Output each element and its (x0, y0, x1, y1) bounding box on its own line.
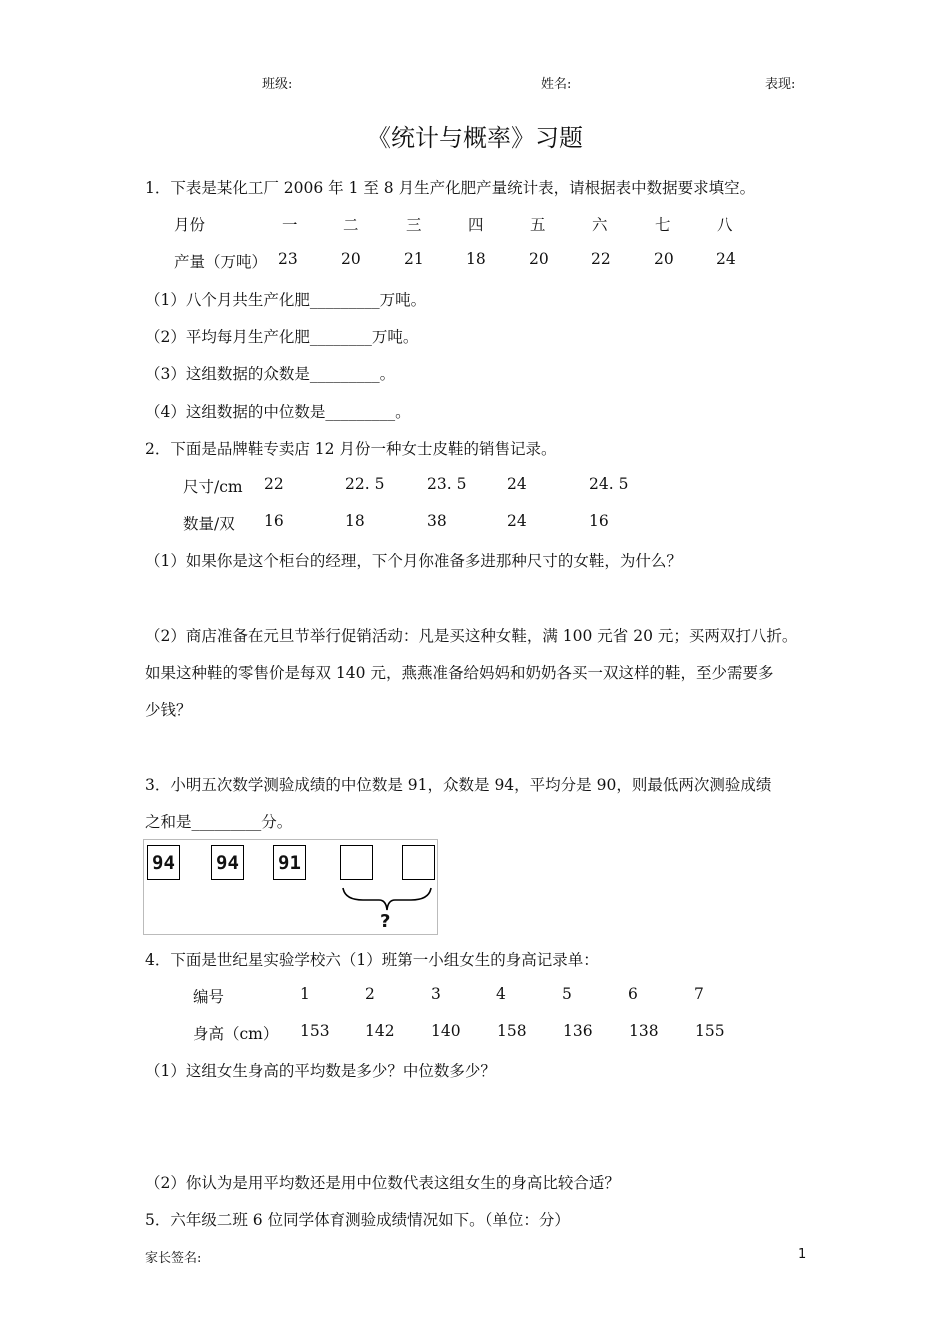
q2-sub2-line1: （2）商店准备在元旦节举行促销活动：凡是买这种女鞋，满 100 元省 20 元；买两双打八折。 (145, 627, 798, 645)
q2-size: 24 (507, 475, 527, 493)
q2-row1-label: 尺寸/cm (183, 478, 243, 496)
q1-value: 24 (716, 250, 736, 268)
parent-signature-label: 家长签名: (145, 1251, 202, 1266)
score-box: 94 (147, 845, 180, 880)
page-title: 《统计与概率》习题 (367, 124, 583, 152)
q1-month: 八 (717, 216, 733, 234)
q1-value: 18 (466, 250, 486, 268)
q1-row2-label: 产量（万吨） (174, 253, 268, 271)
name-label: 姓名: (541, 77, 572, 92)
q4-id: 2 (365, 985, 375, 1003)
q1-value: 20 (529, 250, 549, 268)
q4-height: 158 (497, 1022, 527, 1040)
q4-sub2: （2）你认为是用平均数还是用中位数代表这组女生的身高比较合适？ (145, 1174, 620, 1192)
q4-height: 153 (300, 1022, 330, 1040)
q3-figure (143, 839, 438, 935)
q1-month: 一 (282, 216, 298, 234)
q4-height: 155 (695, 1022, 725, 1040)
q4-sub1: （1）这组女生身高的平均数是多少？中位数多少？ (145, 1062, 496, 1080)
score-box: 94 (211, 845, 244, 880)
q1-month: 二 (343, 216, 359, 234)
q5-text: 5．六年级二班 6 位同学体育测验成绩情况如下。（单位：分） (145, 1211, 570, 1229)
q1-row1-label: 月份 (174, 216, 206, 234)
q2-size: 22 (264, 475, 284, 493)
q3-line1: 3．小明五次数学测验成绩的中位数是 91，众数是 94，平均分是 90，则最低两次测验成绩 (145, 776, 772, 794)
q1-value: 21 (404, 250, 424, 268)
q1-month: 六 (592, 216, 608, 234)
q4-height: 142 (365, 1022, 395, 1040)
q1-value: 20 (341, 250, 361, 268)
q2-count: 16 (264, 512, 284, 530)
q2-size: 22. 5 (345, 475, 385, 493)
q1-text: 1．下表是某化工厂 2006 年 1 至 8 月生产化肥产量统计表，请根据表中数据要求填空。 (145, 179, 756, 197)
q2-count: 24 (507, 512, 527, 530)
q2-count: 38 (427, 512, 447, 530)
q4-row1-label: 编号 (193, 988, 225, 1006)
q4-height: 136 (563, 1022, 593, 1040)
q1-value: 23 (278, 250, 298, 268)
q4-row2-label: 身高（cm） (193, 1025, 279, 1043)
page-number: 1 (798, 1247, 807, 1262)
question-mark: ? (380, 911, 391, 932)
class-label: 班级: (262, 77, 293, 92)
q2-size: 24. 5 (589, 475, 629, 493)
q2-count: 16 (589, 512, 609, 530)
q2-sub2-line3: 少钱？ (145, 701, 192, 719)
q1-sub2: （2）平均每月生产化肥________万吨。 (145, 328, 419, 346)
q1-sub1: （1）八个月共生产化肥_________万吨。 (145, 291, 427, 309)
q4-id: 4 (496, 985, 506, 1003)
q1-value: 20 (654, 250, 674, 268)
score-box-empty (402, 845, 435, 880)
q2-sub1: （1）如果你是这个柜台的经理，下个月你准备多进那种尺寸的女鞋，为什么？ (145, 552, 682, 570)
q4-height: 140 (431, 1022, 461, 1040)
q2-sub2-line2: 如果这种鞋的零售价是每双 140 元，燕燕准备给妈妈和奶奶各买一双这样的鞋，至少需要多 (145, 664, 774, 682)
q4-id: 1 (300, 985, 310, 1003)
score-box: 91 (273, 845, 306, 880)
q4-id: 5 (562, 985, 572, 1003)
q2-text: 2．下面是品牌鞋专卖店 12 月份一种女士皮鞋的销售记录。 (145, 440, 557, 458)
score-box-empty (340, 845, 373, 880)
q1-month: 五 (530, 216, 546, 234)
q2-count: 18 (345, 512, 365, 530)
q1-month: 七 (655, 216, 671, 234)
q1-value: 22 (591, 250, 611, 268)
q2-row2-label: 数量/双 (183, 515, 235, 533)
q4-id: 7 (694, 985, 704, 1003)
q1-sub3: （3）这组数据的众数是_________。 (145, 365, 396, 383)
q1-month: 四 (468, 216, 484, 234)
q3-line2: 之和是_________分。 (145, 813, 293, 831)
q2-size: 23. 5 (427, 475, 467, 493)
q4-height: 138 (629, 1022, 659, 1040)
q4-id: 3 (431, 985, 441, 1003)
performance-label: 表现: (765, 77, 796, 92)
q4-id: 6 (628, 985, 638, 1003)
q4-text: 4．下面是世纪星实验学校六（1）班第一小组女生的身高记录单： (145, 951, 599, 969)
q1-sub4: （4）这组数据的中位数是_________。 (145, 403, 411, 421)
q1-month: 三 (406, 216, 422, 234)
